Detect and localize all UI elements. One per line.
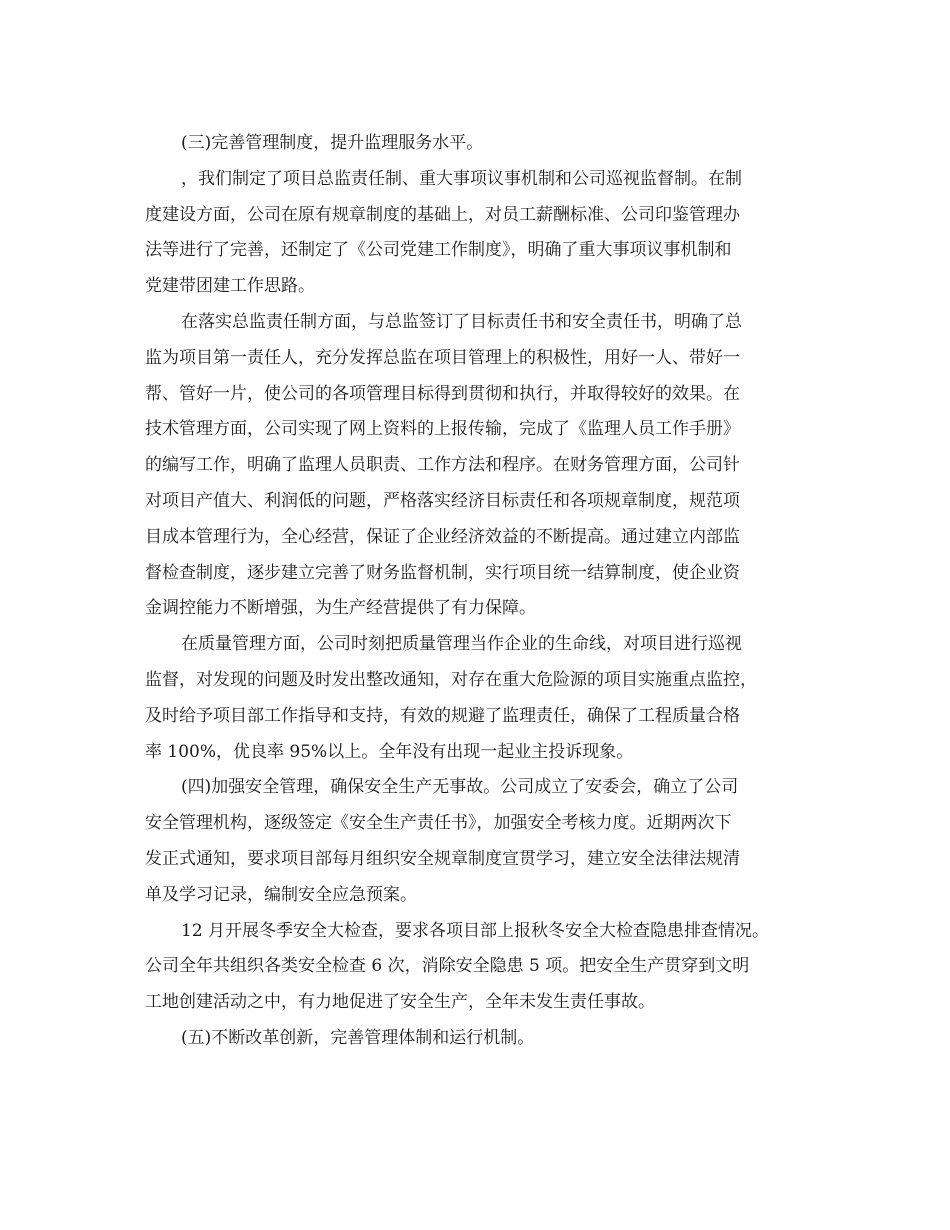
text-line: 对项目产值大、利润低的问题，严格落实经济目标责任和各项规章制度，规范项 [145,490,740,511]
text-line: (三)完善管理制度，提升监理服务水平。 [181,133,484,153]
text-line: 度建设方面，公司在原有规章制度的基础上，对员工薪酬标准、公司印鉴管理办 [145,204,740,225]
text-line: (五)不断改革创新，完善管理体制和运行机制。 [181,1027,535,1048]
text-line: 帮、管好一片，使公司的各项管理目标得到贯彻和执行，并取得较好的效果。在 [145,383,740,404]
text-line: ，我们制定了项目总监责任制、重大事项议事机制和公司巡视监督制。在制 [181,168,742,189]
text-line: 在落实总监责任制方面，与总监签订了目标责任书和安全责任书，明确了总 [181,311,742,332]
text-line: 目成本管理行为，全心经营，保证了企业经济效益的不断提高。通过建立内部监 [145,526,740,547]
text-line: 党建带团建工作思路。 [145,276,315,297]
text-line: (四)加强安全管理，确保安全生产无事故。公司成立了安委会，确立了公司 [181,777,739,798]
text-line: 法等进行了完善，还制定了《公司党建工作制度》，明确了重大事项议事机制和 [145,240,732,261]
text-line: 金调控能力不断增强，为生产经营提供了有力保障。 [145,598,536,619]
document-body [145,126,815,1057]
text-line: 单及学习记录，编制安全应急预案。 [145,884,417,905]
text-line: 及时给予项目部工作指导和支持，有效的规避了监理责任，确保了工程质量合格 [145,705,740,726]
text-line: 技术管理方面，公司实现了网上资料的上报传输，完成了《监理人员工作手册》 [145,419,740,440]
text-line: 的编写工作，明确了监理人员职责、工作方法和程序。在财务管理方面，公司针 [145,455,740,476]
text-line: 督检查制度，逐步建立完善了财务监督机制，实行项目统一结算制度，使企业资 [145,562,740,583]
text-line: 监为项目第一责任人，充分发挥总监在项目管理上的积极性，用好一人、带好一 [145,347,740,368]
text-line: 12 月开展冬季安全大检查，要求各项目部上报秋冬安全大检查隐患排查情况。 [181,920,770,941]
text-line: 在质量管理方面，公司时刻把质量管理当作企业的生命线，对项目进行巡视 [181,634,742,655]
text-line: 发正式通知，要求项目部每月组织安全规章制度宣贯学习，建立安全法律法规清 [145,848,740,869]
text-line: 公司全年共组织各类安全检查 6 次，消除安全隐患 5 项。把安全生产贯穿到文明 [145,956,750,977]
text-line: 率 100%，优良率 95%以上。全年没有出现一起业主投诉现象。 [145,741,634,762]
text-line: 工地创建活动之中，有力地促进了安全生产，全年未发生责任事故。 [145,992,655,1013]
text-line: 安全管理机构，逐级签定《安全生产责任书》，加强安全考核力度。近期两次下 [145,813,732,834]
text-line: 监督，对发现的问题及时发出整改通知，对存在重大危险源的项目实施重点监控， [145,669,757,690]
